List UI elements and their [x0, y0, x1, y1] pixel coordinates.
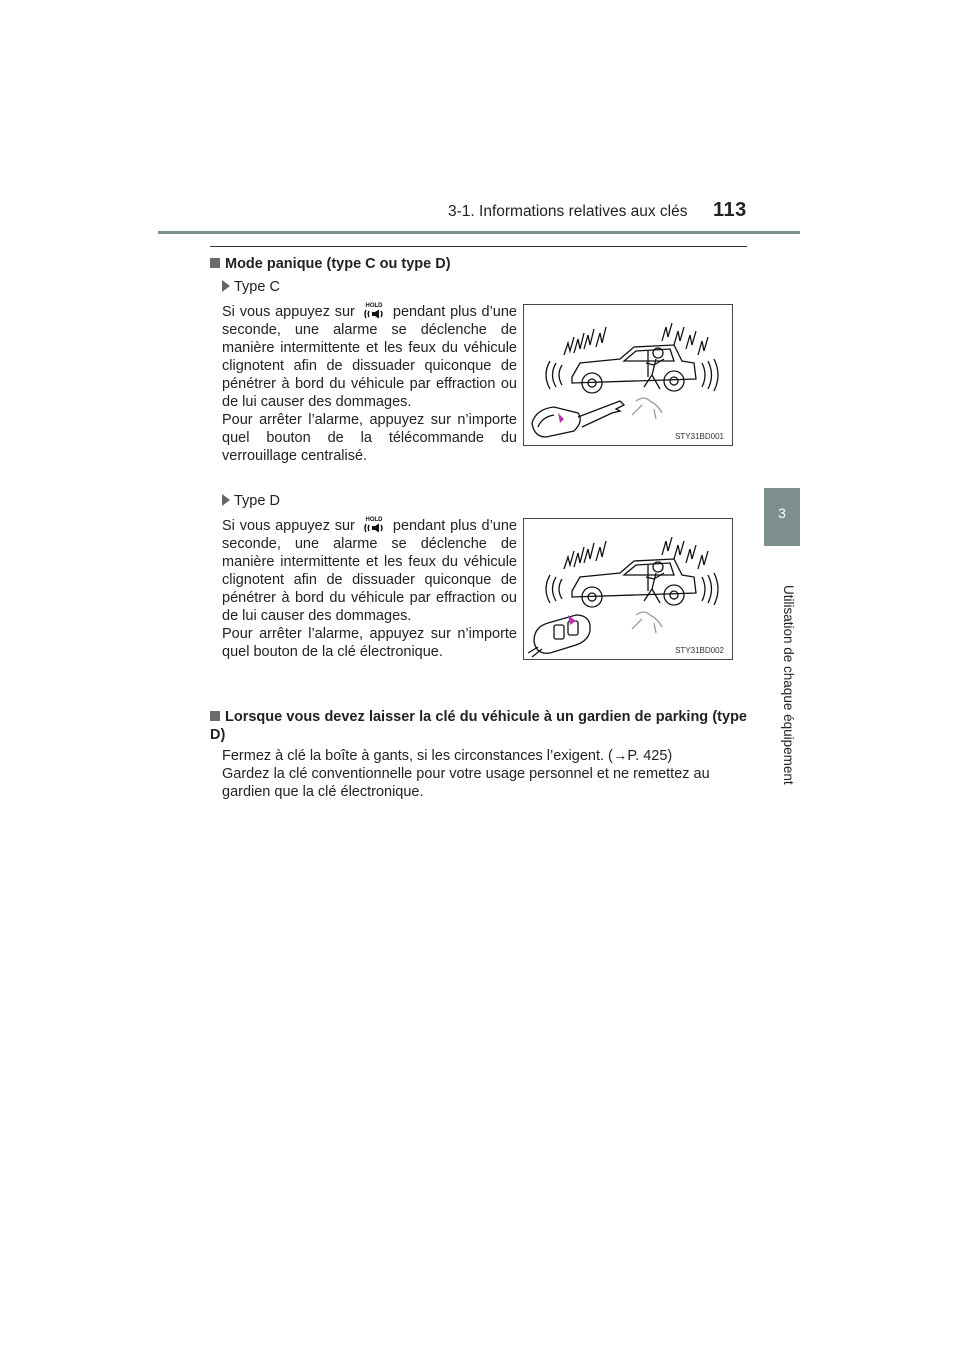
- valet-line-glovebox: Fermez à clé la boîte à gants, si les circonstances l’exigent. (→P. 425): [222, 748, 673, 764]
- square-bullet-icon: [210, 711, 220, 721]
- header-rule: [158, 231, 800, 234]
- illustration-type-c: [523, 304, 733, 446]
- illustration-type-d: [523, 518, 733, 660]
- page-number: 113: [713, 199, 747, 221]
- section-rule: [210, 246, 747, 247]
- subheading-type-c: Type C: [222, 279, 280, 295]
- hold-button-icon: [361, 515, 387, 535]
- square-bullet-icon: [210, 258, 220, 268]
- paragraph-type-c: Si vous appuyez sur HOLD pendant plus d’une seconde, une alarme se déclenche de manière intermittente et les feux du véhicule clignotent afin de dissuader quiconque de pénétrer à bord du véhicule par effraction ou de lui causer des dommages. Pour arrêter l’alarme, appuyez sur n’importe quel bouton de la télécommande du verrouillage centralisé.: [222, 303, 517, 464]
- figure-code: STY31BD002: [675, 646, 724, 655]
- panic-alarm-truck-illustration: [524, 305, 732, 445]
- hold-button-icon: [361, 301, 387, 321]
- panic-alarm-truck-illustration: [524, 519, 732, 659]
- running-header-title: 3-1. Informations relatives aux clés: [448, 203, 688, 220]
- paragraph-type-d: Si vous appuyez sur HOLD pendant plus d’une seconde, une alarme se déclenche de manière intermittente et les feux du véhicule clignotent afin de dissuader quiconque de pénétrer à bord du véhicule par effraction ou de lui causer des dommages. Pour arrêter l’alarme, appuyez sur n’importe quel bouton de la clé électronique.: [222, 517, 517, 660]
- valet-line-key: Gardez la clé conventionnelle pour votre usage personnel et ne remettez au gardien que la clé électronique.: [222, 766, 710, 800]
- chapter-title-vertical: Utilisation de chaque équipement: [781, 585, 796, 785]
- svg-text:HOLD: HOLD: [365, 517, 383, 523]
- triangle-arrow-icon: [222, 280, 230, 292]
- section-heading-valet: Lorsque vous devez laisser la clé du véhicule à un gardien de parking (type D): [210, 709, 747, 743]
- chapter-number: 3: [778, 505, 786, 521]
- svg-text:HOLD: HOLD: [365, 303, 383, 309]
- paragraph-valet: [222, 747, 747, 801]
- triangle-arrow-icon: [222, 494, 230, 506]
- subheading-type-d: Type D: [222, 493, 280, 509]
- figure-code: STY31BD001: [675, 432, 724, 441]
- section-heading-panic: Mode panique (type C ou type D): [210, 256, 451, 272]
